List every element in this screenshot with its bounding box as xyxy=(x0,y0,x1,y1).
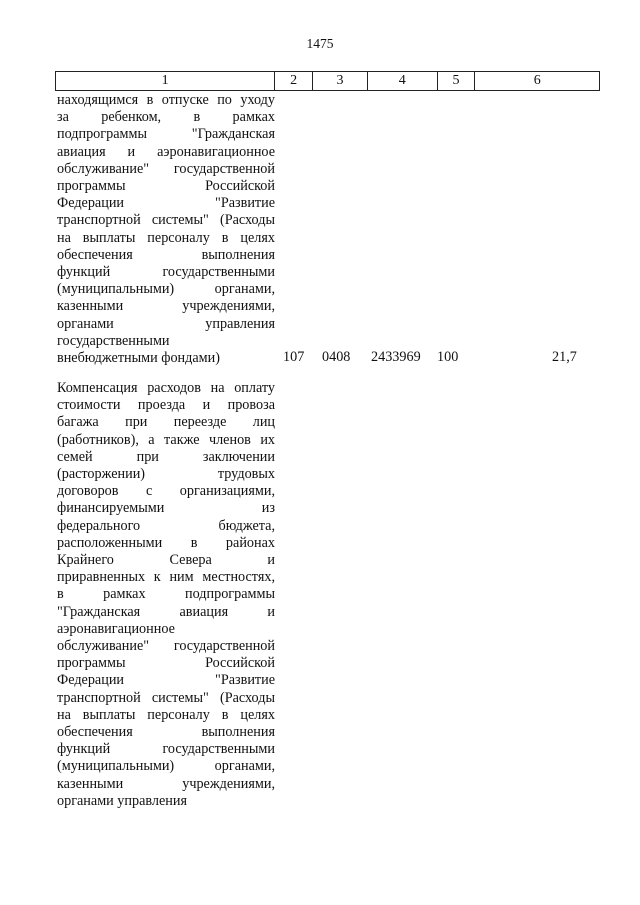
row-text-line: договоров с организациями, xyxy=(57,483,275,500)
row-value-col5: 100 xyxy=(437,349,459,365)
table-header xyxy=(55,71,600,91)
row-text-line: транспортной системы" (Расходы xyxy=(57,689,275,706)
row-text-line: государственными xyxy=(57,332,170,349)
row-value-col6: 21,7 xyxy=(552,349,577,365)
row-text-line: в рамках подпрограммы xyxy=(57,586,275,603)
row-text-line: финансируемыми из xyxy=(57,500,275,517)
row-text-line: "Гражданская авиация и xyxy=(57,603,275,620)
row-text-line: Компенсация расходов на оплату xyxy=(57,380,275,396)
row-text-line: обслуживание" государственной xyxy=(57,160,275,177)
row-text-line: казенными учреждениями, xyxy=(57,298,275,315)
column-header-5: 5 xyxy=(438,72,476,90)
row-text-line: органами управления xyxy=(57,315,275,332)
column-header-1: 1 xyxy=(56,72,275,90)
row-text-line: багажа при переезде лиц xyxy=(57,414,275,431)
row-text-line: транспортной системы" (Расходы xyxy=(57,212,275,229)
row-text-line: авиация и аэронавигационное xyxy=(57,143,275,160)
row-text-line: федерального бюджета, xyxy=(57,517,275,534)
row-text-line: (расторжении) трудовых xyxy=(57,466,275,483)
column-header-3: 3 xyxy=(313,72,368,90)
column-header-2: 2 xyxy=(275,72,313,90)
row-text-line: органами управления xyxy=(57,792,187,809)
row-text-line: (муниципальными) органами, xyxy=(57,758,275,775)
table-row xyxy=(57,92,275,367)
row-text-line: подпрограммы "Гражданская xyxy=(57,126,275,143)
row-text-line: обеспечения выполнения xyxy=(57,246,275,263)
row-text-line: на выплаты персоналу в целях xyxy=(57,229,275,246)
row-text-line: стоимости проезда и провоза xyxy=(57,397,275,414)
row-text-line: находящимся в отпуске по уходу xyxy=(57,92,275,108)
row-text-line: семей при заключении xyxy=(57,448,275,465)
row-value-col2: 107 xyxy=(283,349,305,365)
row-text-line: Крайнего Севера и xyxy=(57,552,275,569)
column-header-6: 6 xyxy=(533,73,541,88)
row-text-line: обслуживание" государственной xyxy=(57,638,275,655)
row-text-line: внебюджетными фондами) xyxy=(57,350,220,367)
row-text-line: приравненных к ним местностях, xyxy=(57,569,275,586)
row-text-line: за ребенком, в рамках xyxy=(57,109,275,126)
page-number: 1475 xyxy=(306,36,334,51)
row-text-line: (работников), а также членов их xyxy=(57,431,275,448)
row-value-col4: 2433969 xyxy=(371,349,421,365)
row-text-line: (муниципальными) органами, xyxy=(57,281,275,298)
table-row xyxy=(57,380,275,810)
column-header-4: 4 xyxy=(368,72,438,90)
row-text-line: казенными учреждениями, xyxy=(57,775,275,792)
row-text-line: Федерации "Развитие xyxy=(57,672,275,689)
row-text-line: программы Российской xyxy=(57,178,275,195)
row-text-line: функций государственными xyxy=(57,741,275,758)
row-text-line: аэронавигационное xyxy=(57,620,175,637)
row-text-line: функций государственными xyxy=(57,264,275,281)
row-text-line: обеспечения выполнения xyxy=(57,724,275,741)
row-text-line: расположенными в районах xyxy=(57,534,275,551)
row-value-col3: 0408 xyxy=(322,349,351,365)
row-text-line: на выплаты персоналу в целях xyxy=(57,706,275,723)
row-text-line: программы Российской xyxy=(57,655,275,672)
row-text-line: Федерации "Развитие xyxy=(57,195,275,212)
